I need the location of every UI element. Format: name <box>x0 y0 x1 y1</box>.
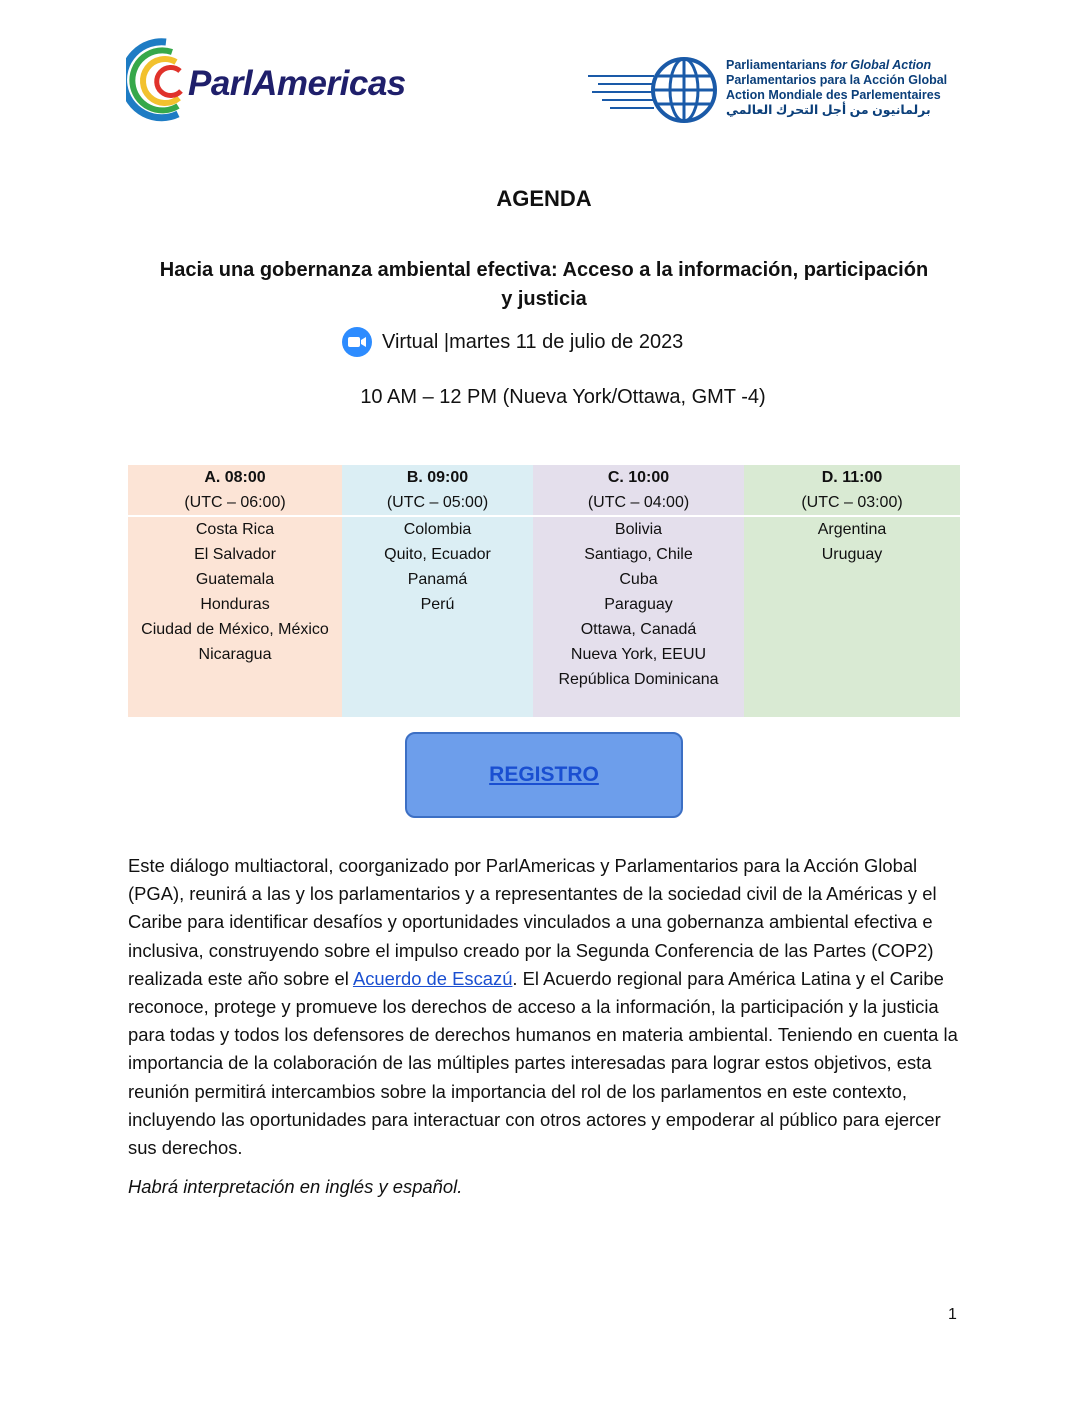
interpretation-note: Habrá interpretación en inglés y español. <box>128 1176 463 1197</box>
event-place-date-text: Virtual |martes 11 de julio de 2023 <box>382 330 684 353</box>
place-item: Santiago, Chile <box>584 546 693 563</box>
place-item: Nueva York, EEUU <box>570 646 707 663</box>
paragraph-text-part2: . El Acuerdo regional para América Latina y el Caribe reconoce, protege y promueve los derechos de acceso a la información, la participación y la justicia para todas y todos los defensores de derechos humanos en materia ambiental. Teniendo en cuenta la importancia de la colaboración de las múltiples partes interesadas para lograr estos objetivos, esta reunión permitirá intercambios sobre la importancia del rol de los parlamentos en este contexto, incluyendo las oportunidades para interactuar con otros actores y empoderar al público para ejercer sus derechos. <box>128 967 958 1159</box>
pga-logo <box>588 54 968 126</box>
zone-utc: (UTC – 05:00) <box>386 494 489 511</box>
zone-utc: (UTC – 06:00) <box>184 494 286 511</box>
place-item: Colombia <box>403 521 472 538</box>
event-time: 10 AM – 12 PM (Nueva York/Ottawa, GMT -4) <box>360 386 766 408</box>
description-paragraph <box>128 852 964 1162</box>
place-item: República Dominicana <box>558 671 719 688</box>
event-subtitle <box>128 256 960 314</box>
zone-places <box>128 517 342 667</box>
place-item: Ciudad de México, México <box>141 621 329 638</box>
timezone-column-a <box>128 465 342 717</box>
zone-places <box>533 517 744 692</box>
zone-utc: (UTC – 03:00) <box>801 494 903 511</box>
timezone-header <box>744 465 960 517</box>
zone-time: B. 09:00 <box>406 469 469 486</box>
event-place-date <box>342 326 683 358</box>
place-item: Perú <box>420 596 455 613</box>
place-item: Cuba <box>619 571 658 588</box>
event-subtitle-line1: Hacia una gobernanza ambiental efectiva: Acceso a la información, participación <box>159 259 929 281</box>
pga-line-fr: Action Mondiale des Parlementaires <box>726 88 941 102</box>
place-item: Costa Rica <box>195 521 275 538</box>
place-item: Paraguay <box>604 596 673 613</box>
timezone-header <box>128 465 342 517</box>
register-link[interactable]: REGISTRO <box>489 763 599 786</box>
zone-places <box>744 517 960 567</box>
timezone-header <box>533 465 744 517</box>
parlamericas-logo <box>126 36 446 126</box>
parlamericas-brand-text: ParlAmericas <box>188 64 406 103</box>
zone-time: D. 11:00 <box>821 469 883 486</box>
place-item: El Salvador <box>194 546 276 563</box>
pga-line-en: Parliamentarians for Global Action <box>726 58 932 72</box>
timezone-column-d <box>744 465 960 717</box>
register-button[interactable] <box>405 732 683 818</box>
zone-utc: (UTC – 04:00) <box>587 494 690 511</box>
zone-time: C. 10:00 <box>607 469 670 486</box>
timezone-header <box>342 465 533 517</box>
place-item: Honduras <box>200 596 270 613</box>
timezone-table <box>128 465 960 717</box>
zone-places <box>342 517 533 617</box>
page-number: 1 <box>948 1306 957 1323</box>
escazu-agreement-link[interactable]: Acuerdo de Escazú <box>352 967 513 989</box>
timezone-column-c <box>533 465 744 717</box>
place-item: Panamá <box>407 571 468 588</box>
pga-name-lines <box>726 58 947 118</box>
place-item: Uruguay <box>821 546 883 563</box>
paragraph-text-part1: Este diálogo multiactoral, coorganizado por ParlAmericas y Parlamentarios para la Acción Global (PGA), reunirá a las y los parlamentarios y a representantes de la sociedad civil de la Américas y el Caribe para identificar desafíos y oportunidades vinculados a una gobernanza ambiental efectiva e inclusiva, construyendo sobre el impulso creado por la Segunda Conferencia de las Partes (COP2) realizada este año sobre el <box>128 855 937 989</box>
place-item: Guatemala <box>195 571 275 588</box>
parlamericas-swoosh-icon <box>126 36 196 126</box>
globe-icon <box>588 54 722 126</box>
zone-time: A. 08:00 <box>204 469 266 486</box>
pga-line-es: Parlamentarios para la Acción Global <box>726 73 948 87</box>
place-item: Nicaragua <box>198 646 272 663</box>
page-title: AGENDA <box>496 186 592 211</box>
place-item: Argentina <box>817 521 887 538</box>
timezone-column-b <box>342 465 533 717</box>
place-item: Bolivia <box>614 521 663 538</box>
event-subtitle-line2: y justicia <box>501 288 587 310</box>
place-item: Ottawa, Canadá <box>580 621 697 638</box>
place-item: Quito, Ecuador <box>384 546 491 563</box>
pga-line-ar: برلمانيون من أجل التحرك العالمي <box>726 103 931 117</box>
zoom-video-icon <box>342 327 372 357</box>
